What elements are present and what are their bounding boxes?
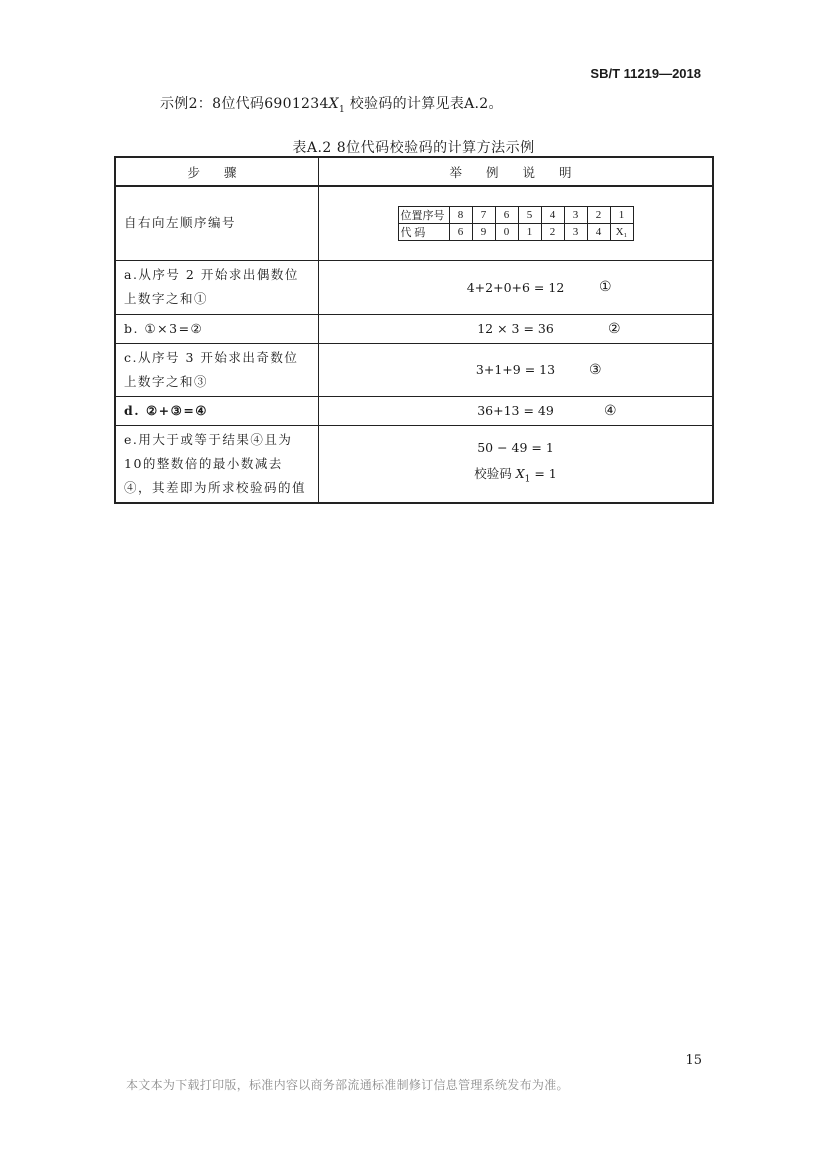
step-marker: ③ — [589, 361, 602, 378]
position-cell: 4 — [541, 206, 564, 223]
step-marker: ① — [599, 279, 612, 295]
intro-paragraph — [160, 93, 503, 115]
step-cell: c.从序号 3 开始求出奇数位上数字之和③ — [115, 343, 319, 396]
check-digit-result — [320, 461, 711, 493]
example-cell — [319, 186, 714, 260]
code-cell: 3 — [564, 223, 587, 240]
table-row — [115, 396, 713, 425]
footer-note: 本文本为下载打印版，标准内容以商务部流通标准制修订信息管理系统发布为准。 — [126, 1078, 569, 1092]
table-row — [115, 260, 713, 314]
header-row — [115, 157, 713, 186]
code-cell: 0 — [495, 223, 518, 240]
step-cell: b. ①×3=② — [115, 314, 319, 343]
step-cell: d. ②+③=④ — [115, 396, 319, 425]
check-digit-table — [114, 156, 714, 504]
header-example: 举 例 说 明 — [319, 157, 714, 186]
position-cell: 5 — [518, 206, 541, 223]
intro-prefix: 示例2：8位代码6901234 — [160, 96, 329, 112]
step-cell: a.从序号 2 开始求出偶数位上数字之和① — [115, 260, 319, 314]
position-row — [398, 206, 633, 223]
code-cell: 1 — [518, 223, 541, 240]
table-row — [115, 314, 713, 343]
code-cell: 9 — [472, 223, 495, 240]
equation: 12 × 3 = 36 — [477, 321, 554, 336]
position-cell: 2 — [587, 206, 610, 223]
intro-subscript: 1 — [338, 104, 345, 115]
position-cell: 3 — [564, 206, 587, 223]
code-cell: 6 — [449, 223, 472, 240]
code-label: 代 码 — [398, 223, 449, 240]
code-row — [398, 223, 633, 240]
check-suffix: = 1 — [530, 465, 557, 481]
code-cell: X₁ — [610, 223, 633, 240]
check-variable: X — [515, 465, 525, 481]
equation: 3+1+9 = 13 — [475, 362, 556, 377]
table-row — [115, 343, 713, 396]
table-row — [115, 186, 713, 260]
position-cell: 6 — [495, 206, 518, 223]
position-table — [398, 206, 634, 241]
page-number: 15 — [685, 1053, 702, 1068]
check-subscript: 1 — [524, 474, 531, 485]
step-marker: ② — [608, 320, 621, 337]
position-label: 位置序号 — [398, 206, 449, 223]
intro-variable: X — [328, 96, 339, 112]
table-row — [115, 425, 713, 503]
example-cell — [319, 396, 714, 425]
example-cell — [319, 425, 714, 503]
example-cell — [319, 260, 714, 314]
standard-code: SB/T 11219—2018 — [590, 66, 701, 81]
step-cell: e.用大于或等于结果④且为10的整数倍的最小数减去④，其差即为所求校验码的值 — [115, 425, 319, 503]
position-cell: 8 — [449, 206, 472, 223]
step-cell: 自右向左顺序编号 — [115, 186, 319, 260]
code-cell: 2 — [541, 223, 564, 240]
intro-suffix: 校验码的计算见表A.2。 — [344, 96, 503, 112]
check-prefix: 校验码 — [474, 465, 516, 481]
equation: 36+13 = 49 — [477, 403, 554, 418]
table-caption: 表A.2 8位代码校验码的计算方法示例 — [292, 140, 535, 156]
header-step: 步 骤 — [115, 157, 319, 186]
example-cell — [319, 314, 714, 343]
example-cell — [319, 343, 714, 396]
position-cell: 7 — [472, 206, 495, 223]
position-cell: 1 — [610, 206, 633, 223]
step-marker: ④ — [604, 402, 617, 419]
equation: 50 − 49 = 1 — [477, 439, 554, 455]
equation: 4+2+0+6 = 12 — [466, 279, 565, 295]
code-cell: 4 — [587, 223, 610, 240]
